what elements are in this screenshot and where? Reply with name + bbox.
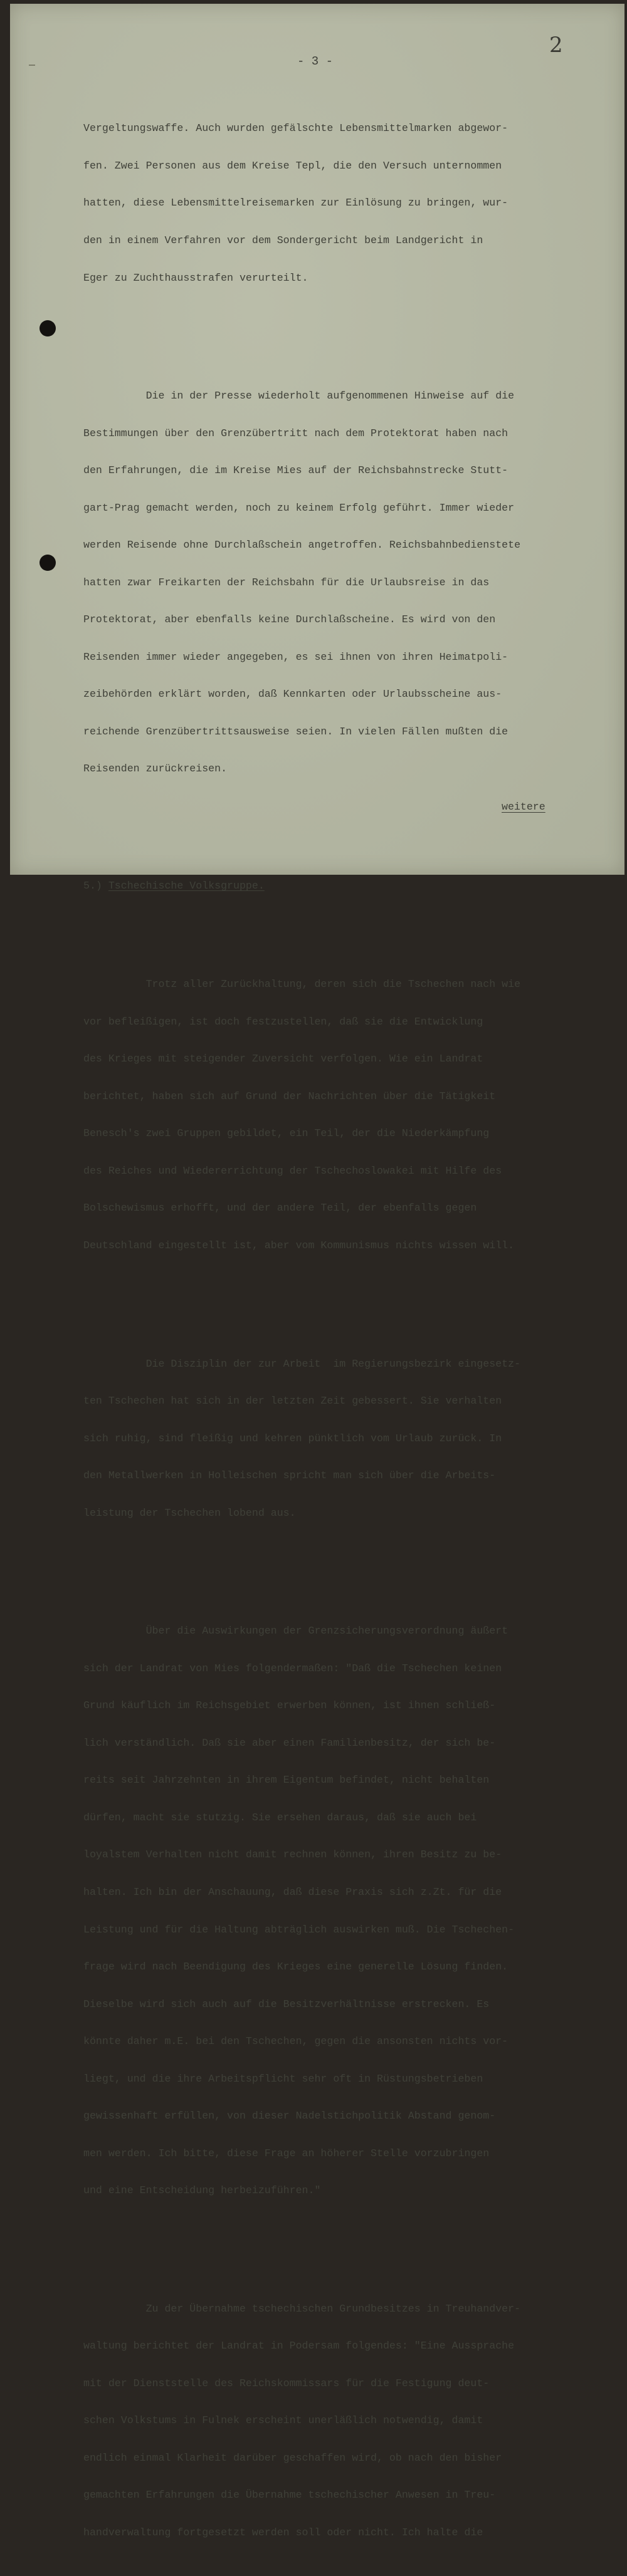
text-line: den in einem Verfahren vor dem Sondergericht beim Landgericht in — [83, 234, 483, 246]
text-line: vor befleißigen, ist doch festzustellen, daß sie die Entwicklung — [83, 1015, 483, 1028]
text-line: hatten zwar Freikarten der Reichsbahn für die Urlaubsreise in das — [83, 576, 490, 588]
text-line: zeibehörden erklärt worden, daß Kennkarten oder Urlaubsscheine aus- — [83, 688, 502, 701]
paragraph-4 — [83, 1333, 616, 1544]
margin-mark — [29, 65, 35, 66]
text-line: den Metallwerken in Holleischen spricht man sich über die Arbeits- — [83, 1469, 496, 1482]
text-line: halten. Ich bin der Anschauung, daß diese Praxis sich z.Zt. für die — [83, 1885, 502, 1898]
text-line: liegt, und die ihre Arbeitspflicht sehr oft in Rüstungsbetrieben — [83, 2072, 483, 2085]
text-line: Bolschewismus erhofft, und der andere Teil, der ebenfalls gegen — [83, 1202, 477, 1214]
text-line: Die Disziplin der zur Arbeit im Regierungsbezirk eingesetz- — [83, 1357, 521, 1370]
text-line: Über die Auswirkungen der Grenzsicherungsverordnung äußert — [83, 1625, 508, 1637]
text-line: Bestimmungen über den Grenzübertritt nach dem Protektorat haben nach — [83, 427, 508, 439]
continuation-word: weitere — [502, 801, 545, 813]
text-line: des Krieges mit steigender Zuversicht verfolgen. Wie ein Landrat — [83, 1053, 483, 1065]
text-line: Grund käuflich im Reichsgebiet erwerben können, ist ihnen schließ- — [83, 1699, 496, 1712]
paragraph-3 — [83, 954, 616, 1277]
text-line: Dieselbe wird sich auch auf die Besitzverhältnisse erstrecken. Es — [83, 1998, 490, 2010]
text-line: loyalstem Verhalten nicht damit rechnen können, ihren Besitz zu be- — [83, 1849, 502, 1861]
page-number: - 3 - — [297, 55, 334, 68]
text-line: Protektorat, aber ebenfalls keine Durchlaßscheine. Es wird von den — [83, 613, 496, 626]
text-line: werden Reisende ohne Durchlaßschein angetroffen. Reichsbahnbedienstete — [83, 539, 521, 551]
text-line: fen. Zwei Personen aus dem Kreise Tepl, die den Versuch unternommen — [83, 159, 502, 172]
text-line: Eger zu Zuchthausstrafen verurteilt. — [83, 271, 308, 284]
text-line: Reisenden zurückreisen. — [83, 763, 228, 775]
text-line: Reisenden immer wieder angegeben, es sei ihnen von ihren Heimatpoli- — [83, 650, 508, 663]
text-line: des Reiches und Wiedererrichtung der Tschechoslowakei mit Hilfe des — [83, 1164, 502, 1177]
text-line: Vergeltungswaffe. Auch wurden gefälschte Lebensmittelmarken abgewor- — [83, 122, 508, 135]
text-line: reichende Grenzübertrittsausweise seien. In vielen Fällen mußten die — [83, 725, 508, 738]
text-line: sich der Landrat von Mies folgendermaßen: "Daß die Tschechen keinen — [83, 1662, 502, 1674]
paragraph-2 — [83, 365, 616, 800]
section-title: Tschechische Volksgruppe. — [108, 880, 265, 892]
text-line: gart-Prag gemacht werden, noch zu keinem Erfolg geführt. Immer wieder — [83, 501, 515, 514]
text-line: Die in der Presse wiederholt aufgenommenen Hinweise auf die — [83, 390, 515, 402]
text-line: dürfen, macht sie stutzig. Sie ersehen daraus, daß sie auch bei — [83, 1811, 477, 1823]
text-line: Leistung und für die Haltung abträglich auswirken muß. Die Tschechen- — [83, 1923, 515, 1936]
text-line: schen Volkstums in Fulnek erscheint unerläßlich notwendig, damit — [83, 2414, 483, 2427]
text-line: endlich einmal Klarheit darüber geschaffen wird, ob nach den bisher — [83, 2451, 502, 2464]
text-line: waltung berichtet der Landrat in Podersam folgendes: "Eine Aussprache — [83, 2340, 515, 2352]
text-line: Trotz aller Zurückhaltung, deren sich die Tschechen nach wie — [83, 978, 521, 991]
text-line: könnte daher m.E. bei den Tschechen, gegen die ansonsten nichts vor- — [83, 2035, 508, 2048]
text-line: und eine Entscheidung herbeizuführen." — [83, 2184, 321, 2197]
text-line: gemachten Erfahrungen die Übernahme tschechischer Anwesen in Treu- — [83, 2489, 496, 2501]
text-line: berichtet, haben sich auf Grund der Nachrichten über die Tätigkeit — [83, 1090, 496, 1102]
text-line: Deutschland eingestellt ist, aber vom Kommunismus nichts wissen will. — [83, 1239, 515, 1251]
text-line: Zu der Übernahme tschechischen Grundbesitzes in Treuhandver- — [83, 2302, 521, 2315]
text-line: den Erfahrungen, die im Kreise Mies auf der Reichsbahnstrecke Stutt- — [83, 464, 508, 477]
text-line: lich verständlich. Daß sie aber einen Familienbesitz, der sich be- — [83, 1736, 496, 1749]
text-line: hatten, diese Lebensmittelreisemarken zur Einlösung zu bringen, wur- — [83, 197, 508, 209]
body-text — [83, 73, 616, 2576]
text-line: sich ruhig, sind fleißig und kehren pünktlich vom Urlaub zurück. In — [83, 1432, 502, 1444]
text-line: men werden. Ich bitte, diese Frage an höherer Stelle vorzubringen — [83, 2147, 490, 2159]
text-line: leistung der Tschechen lobend aus. — [83, 1506, 296, 1519]
text-line: handverwaltung fortgesetzt werden soll oder nicht. Ich halte die — [83, 2526, 483, 2538]
text-line: reits seit Jahrzehnten in ihrem Eigentum befindet, nicht behalten — [83, 1774, 490, 1786]
text-line: frage wird nach Beendigung des Krieges eine generelle Lösung finden. — [83, 1961, 508, 1973]
text-line: Benesch's zwei Gruppen gebildet, ein Teil, der die Niederkämpfung — [83, 1127, 490, 1140]
text-line: gewissenhaft erfüllen, von dieser Nadelstichpolitik Abstand genom- — [83, 2110, 496, 2122]
text-line: mit der Dienststelle des Reichskommissars für die Festigung deut- — [83, 2377, 490, 2389]
punch-hole-upper — [40, 320, 56, 336]
paragraph-1 — [83, 98, 616, 309]
punch-hole-lower — [40, 555, 56, 571]
folio-number: 2 — [549, 33, 563, 58]
text-line: ten Tschechen hat sich in der letzten Zeit gebessert. Sie verhalten — [83, 1395, 502, 1407]
paragraph-6 — [83, 2278, 616, 2563]
paragraph-5 — [83, 1600, 616, 2222]
section-number: 5.) — [83, 880, 108, 892]
section-heading — [83, 880, 616, 892]
